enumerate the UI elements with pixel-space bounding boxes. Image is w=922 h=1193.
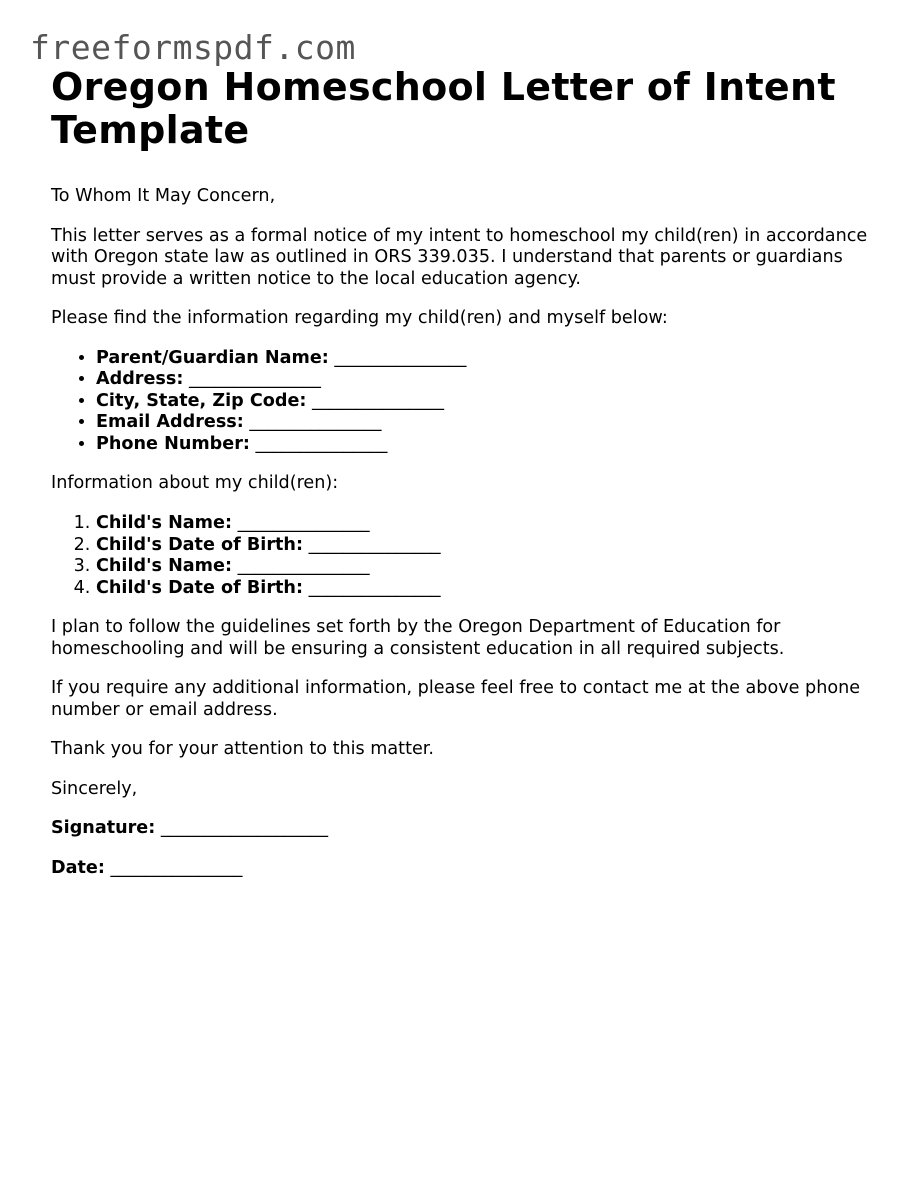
- contact-paragraph: If you require any additional information, please feel free to contact me at the above phone number or email address.: [51, 678, 861, 720]
- field-label: Phone Number:: [96, 433, 250, 454]
- signature-label: Signature:: [51, 818, 156, 839]
- field-label: Email Address:: [96, 412, 244, 433]
- parent-info-intro: Please find the information regarding my child(ren) and myself below:: [51, 308, 668, 328]
- field-blank: _______________: [249, 412, 382, 433]
- field-label: Child's Name:: [96, 556, 232, 577]
- thanks-paragraph: Thank you for your attention to this matter.: [51, 739, 435, 760]
- child-info-intro: Information about my child(ren):: [51, 473, 339, 494]
- field-blank: _______________: [312, 390, 444, 411]
- greeting: To Whom It May Concern,: [51, 186, 276, 206]
- field-label: Child's Date of Birth:: [96, 577, 303, 598]
- field-label: Child's Date of Birth:: [96, 534, 303, 555]
- list-item: [96, 535, 881, 557]
- field-blank: _______________: [255, 433, 388, 454]
- list-item: [96, 348, 881, 370]
- signature-blank: ___________________: [160, 818, 329, 839]
- field-label: Parent/Guardian Name:: [96, 347, 329, 368]
- list-item: [96, 578, 881, 600]
- field-label: City, State, Zip Code:: [96, 390, 307, 411]
- list-item: [96, 513, 881, 535]
- date-blank: _______________: [110, 857, 243, 878]
- list-item: [96, 434, 881, 456]
- parent-info-list: [51, 348, 881, 456]
- field-blank: _______________: [237, 556, 370, 577]
- field-blank: _______________: [308, 534, 441, 555]
- intro-paragraph: This letter serves as a formal notice of my intent to homeschool my child(ren) in accordance with Oregon state law as outlined in ORS 339.035. I understand that parents or guardians must provide a written notice to the local education agency.: [51, 225, 868, 289]
- field-label: Child's Name:: [96, 512, 232, 533]
- field-blank: _______________: [308, 577, 441, 598]
- page-title: Oregon Homeschool Letter of Intent Template: [51, 65, 836, 152]
- site-watermark: freeformspdf.com: [30, 28, 356, 67]
- field-blank: _______________: [237, 512, 370, 533]
- field-blank: _______________: [189, 369, 321, 390]
- list-item: [96, 412, 881, 434]
- field-label: Address:: [96, 369, 184, 390]
- letter-document: [51, 66, 881, 879]
- child-info-list: [51, 513, 881, 599]
- date-label: Date:: [51, 857, 105, 878]
- guidelines-paragraph: I plan to follow the guidelines set forth by the Oregon Department of Education for homeschooling and will be ensuring a consistent education in all required subjects.: [51, 617, 785, 659]
- field-blank: _______________: [334, 347, 467, 368]
- date-line: [51, 858, 881, 880]
- list-item: [96, 369, 881, 391]
- list-item: [96, 391, 881, 413]
- closing: Sincerely,: [51, 778, 138, 799]
- signature-line: [51, 818, 881, 840]
- list-item: [96, 556, 881, 578]
